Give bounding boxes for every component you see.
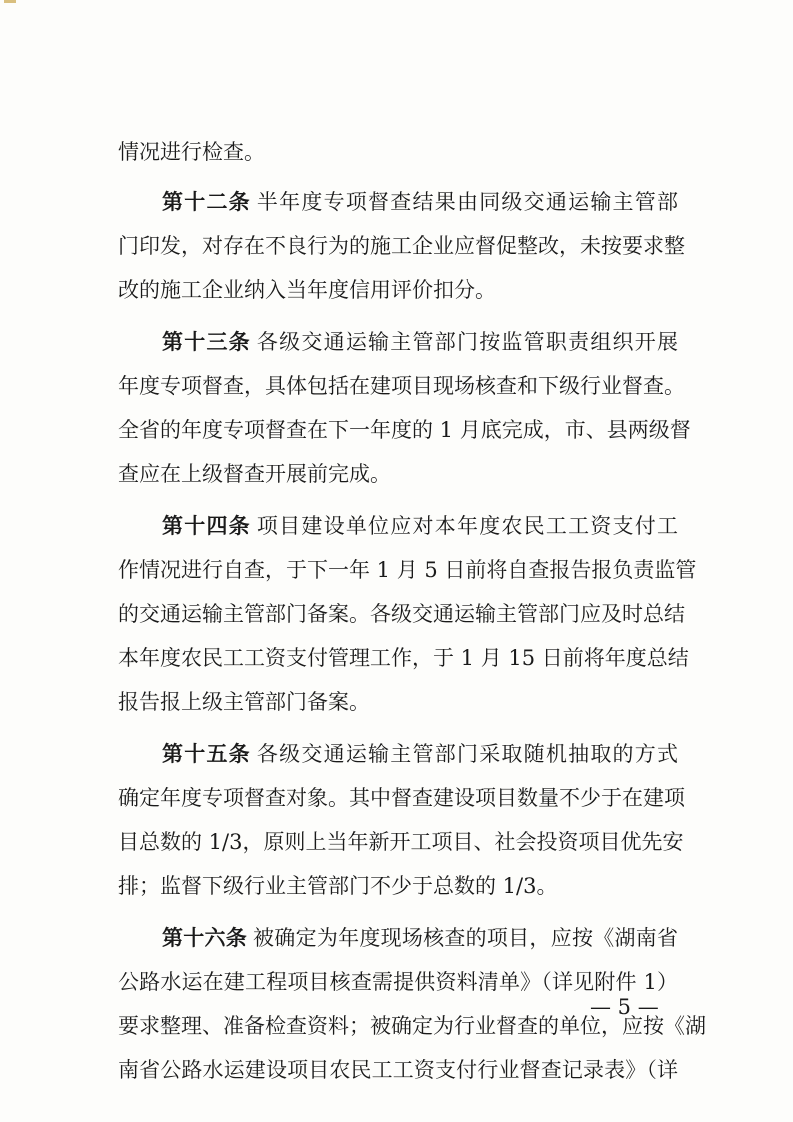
article-title: 第十二条 (162, 190, 251, 214)
paragraph-line: 本年度农民工工资支付管理工作，于 1 月 15 日前将年度总结 (118, 646, 689, 670)
scan-corner-mark (4, 0, 16, 3)
paragraph-line: 作情况进行自查，于下一年 1 月 5 日前将自查报告报负责监管 (118, 558, 697, 582)
article-13-first-line: 第十三条 各级交通运输主管部门按监管职责组织开展 (162, 330, 679, 354)
paragraph-line: 改的施工企业纳入当年度信用评价扣分。 (118, 278, 496, 302)
paragraph-line: 要求整理、准备检查资料；被确定为行业督查的单位，应按《湖 (118, 1014, 706, 1038)
paragraph-line: 门印发，对存在不良行为的施工企业应督促整改，未按要求整 (118, 234, 685, 258)
paragraph-line: 的交通运输主管部门备案。各级交通运输主管部门应及时总结 (118, 602, 685, 626)
article-title: 第十六条 (162, 926, 248, 950)
article-title: 第十四条 (162, 514, 251, 538)
article-title: 第十三条 (162, 330, 251, 354)
paragraph-line: 公路水运在建工程项目核查需提供资料清单》（详见附件 1） (118, 970, 678, 994)
paragraph-line: 全省的年度专项督查在下一年度的 1 月底完成，市、县两级督 (118, 418, 691, 442)
article-title: 第十五条 (162, 742, 251, 766)
paragraph-line: 报告报上级主管部门备案。 (118, 690, 370, 714)
paragraph-line: 排；监督下级行业主管部门不少于总数的 1/3。 (118, 874, 558, 898)
article-15-first-line: 第十五条 各级交通运输主管部门采取随机抽取的方式 (162, 742, 679, 766)
paragraph-line: 南省公路水运建设项目农民工工资支付行业督查记录表》（详 (118, 1058, 678, 1082)
paragraph-line: 目总数的 1/3，原则上当年新开工项目、社会投资项目优先安 (118, 830, 684, 854)
article-14-first-line: 第十四条 项目建设单位应对本年度农民工工资支付工 (162, 514, 679, 538)
paragraph-line: 查应在上级督查开展前完成。 (118, 462, 391, 486)
page-number: — 5 — (590, 995, 659, 1019)
paragraph-line: 确定年度专项督查对象。其中督查建设项目数量不少于在建项 (118, 786, 685, 810)
article-16-first-line: 第十六条 被确定为年度现场核查的项目，应按《湖南省 (162, 926, 679, 950)
paragraph-line: 情况进行检查。 (118, 140, 265, 164)
paragraph-line: 年度专项督查，具体包括在建项目现场核查和下级行业督查。 (118, 374, 685, 398)
article-12-first-line: 第十二条 半年度专项督查结果由同级交通运输主管部 (162, 190, 679, 214)
